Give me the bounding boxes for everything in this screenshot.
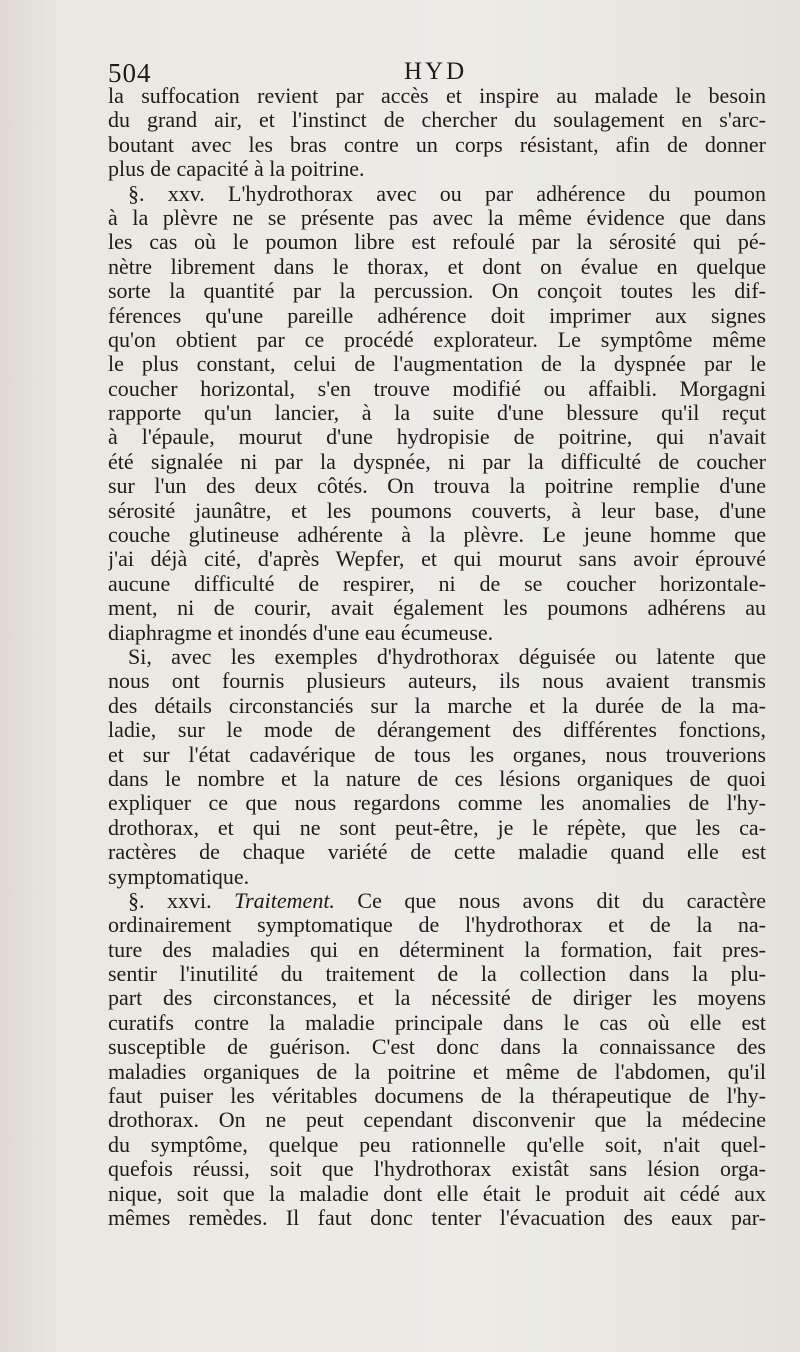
text-line: la suffocation revient par accès et inspire au malade le besoin bbox=[108, 84, 766, 108]
text-line: symptomatique. bbox=[108, 864, 250, 889]
text-line: qu'on obtient par ce procédé explorateur. Le symptôme même bbox=[108, 327, 766, 352]
text-line: sentir l'inutilité du traitement de la collection dans la plu- bbox=[108, 962, 766, 987]
text-line: sérosité jaunâtre, et les poumons couverts, à leur base, d'une bbox=[108, 498, 766, 523]
text-line: expliquer ce que nous regardons comme les anomalies de l'hy- bbox=[108, 791, 766, 816]
text-line: drothorax. On ne peut cependant disconvenir que la médecine bbox=[108, 1108, 766, 1133]
text-line: nous ont fournis plusieurs auteurs, ils nous avaient transmis bbox=[108, 669, 766, 694]
text-line: du symptôme, quelque peu rationnelle qu'elle soit, n'ait quel- bbox=[108, 1132, 766, 1157]
text-line: dans le nombre et la nature de ces lésions organiques de quoi bbox=[108, 766, 766, 791]
text-line: coucher horizontal, s'en trouve modifié ou affaibli. Morgagni bbox=[108, 376, 766, 401]
section-title: Traitement. bbox=[234, 888, 335, 913]
section-number: §. xxvi. bbox=[128, 888, 212, 913]
section-heading-line: §. xxv. L'hydrothorax avec ou par adhérence du poumon bbox=[128, 181, 766, 206]
text-line: aucune difficulté de respirer, ni de se coucher horizontale- bbox=[108, 571, 766, 596]
text-line: des détails circonstanciés sur la marche et la durée de la ma- bbox=[108, 693, 766, 718]
text-line: nique, soit que la maladie dont elle était le produit ait cédé aux bbox=[108, 1181, 766, 1206]
text-line: les cas où le poumon libre est refoulé par la sérosité qui pé- bbox=[108, 230, 766, 255]
text-line: ordinairement symptomatique de l'hydrothorax et de la na- bbox=[108, 913, 766, 938]
body-text bbox=[108, 84, 766, 1230]
text-line: boutant avec les bras contre un corps résistant, afin de donner bbox=[108, 132, 766, 157]
text-line: ractères de chaque variété de cette maladie quand elle est bbox=[108, 840, 766, 865]
text-line: et sur l'état cadavérique de tous les organes, nous trouverions bbox=[108, 742, 766, 767]
running-head: HYD bbox=[404, 58, 468, 85]
text-line: ture des maladies qui en déterminent la formation, fait pres- bbox=[108, 937, 766, 962]
text-line: sorte la quantité par la percussion. On conçoit toutes les dif- bbox=[108, 279, 766, 304]
text-line: curatifs contre la maladie principale dans le cas où elle est bbox=[108, 1010, 766, 1035]
text-line: été signalée ni par la dyspnée, ni par la difficulté de coucher bbox=[108, 449, 766, 474]
text-line: faut puiser les véritables documens de la thérapeutique de l'hy- bbox=[108, 1084, 766, 1109]
text-line: susceptible de guérison. C'est donc dans la connaissance des bbox=[108, 1035, 766, 1060]
text-line: j'ai déjà cité, d'après Wepfer, et qui mourut sans avoir éprouvé bbox=[108, 547, 766, 572]
section-heading-line bbox=[108, 889, 766, 913]
text-line: ladie, sur le mode de dérangement des différentes fonctions, bbox=[108, 718, 766, 743]
text-line: ment, ni de courir, avait également les poumons adhérens au bbox=[108, 596, 766, 621]
text-line: drothorax, et qui ne sont peut-être, je le répète, que les ca- bbox=[108, 815, 766, 840]
text-line: férences qu'une pareille adhérence doit imprimer aux signes bbox=[108, 303, 766, 328]
text-line: mêmes remèdes. Il faut donc tenter l'évacuation des eaux par- bbox=[108, 1205, 766, 1230]
text-line: diaphragme et inondés d'une eau écumeuse. bbox=[108, 620, 494, 645]
text-line: à la plèvre ne se présente pas avec la même évidence que dans bbox=[108, 205, 766, 230]
text-line: du grand air, et l'instinct de chercher du soulagement en s'arc- bbox=[108, 108, 766, 133]
text-line: part des circonstances, et la nécessité de diriger les moyens bbox=[108, 986, 766, 1011]
text-line: sur l'un des deux côtés. On trouva la poitrine remplie d'une bbox=[108, 474, 766, 499]
text-line: rapporte qu'un lancier, à la suite d'une blessure qu'il reçut bbox=[108, 401, 766, 426]
text-line: nètre librement dans le thorax, et dont on évalue en quelque bbox=[108, 254, 766, 279]
text-line: Si, avec les exemples d'hydrothorax déguisée ou latente que bbox=[128, 644, 766, 669]
text-line: quefois réussi, soit que l'hydrothorax existât sans lésion orga- bbox=[108, 1157, 766, 1182]
text-line: couche glutineuse adhérente à la plèvre. Le jeune homme que bbox=[108, 523, 766, 548]
page-number: 504 bbox=[108, 58, 152, 88]
text-line: à l'épaule, mourut d'une hydropisie de poitrine, qui n'avait bbox=[108, 425, 766, 450]
text-line: maladies organiques de la poitrine et même de l'abdomen, qu'il bbox=[108, 1059, 766, 1084]
section-text: Ce que nous avons dit du caractère bbox=[357, 888, 766, 913]
text-line: plus de capacité à la poitrine. bbox=[108, 157, 365, 182]
text-line: le plus constant, celui de l'augmentation de la dyspnée par le bbox=[108, 352, 766, 377]
